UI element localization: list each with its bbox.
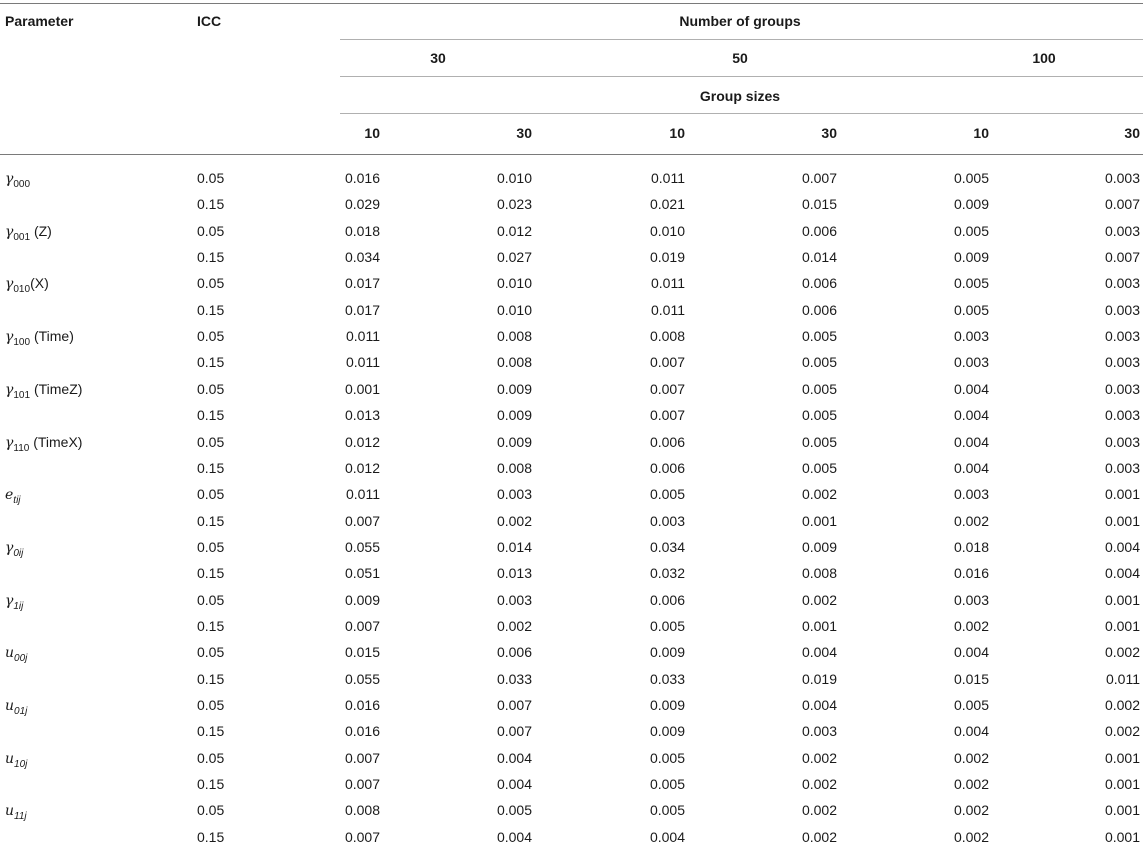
table-cell: 0.018 bbox=[344, 222, 380, 239]
table-cell: 0.016 bbox=[344, 723, 380, 740]
table-cell: 0.004 bbox=[496, 828, 532, 845]
table-cell: 0.009 bbox=[649, 644, 685, 661]
icc-value: 0.05 bbox=[197, 328, 225, 345]
table-cell: 0.015 bbox=[344, 644, 380, 661]
parameter-subscript: 00j bbox=[14, 653, 28, 665]
table-cell: 0.006 bbox=[801, 222, 837, 239]
table-cell: 0.010 bbox=[496, 275, 532, 292]
table-cell: 0.011 bbox=[1106, 670, 1140, 687]
table-cell: 0.012 bbox=[496, 222, 532, 239]
table-cell: 0.003 bbox=[1104, 275, 1140, 292]
table-cell: 0.007 bbox=[1104, 249, 1140, 266]
table-cell: 0.008 bbox=[496, 328, 532, 345]
table-cell: 0.021 bbox=[649, 196, 685, 213]
table-cell: 0.055 bbox=[344, 538, 380, 555]
table-cell: 0.016 bbox=[953, 565, 989, 582]
table-cell: 0.006 bbox=[649, 433, 685, 450]
table-cell: 0.004 bbox=[953, 407, 989, 424]
table-cell: 0.004 bbox=[953, 380, 989, 397]
table-cell: 0.005 bbox=[953, 275, 989, 292]
table-cell: 0.016 bbox=[344, 170, 380, 186]
table-cell: 0.001 bbox=[1104, 828, 1140, 845]
header-size-col: 30 bbox=[821, 125, 837, 141]
table-cell: 0.004 bbox=[953, 459, 989, 476]
parameter-subscript: tij bbox=[13, 495, 21, 507]
table-cell: 0.007 bbox=[496, 723, 532, 740]
icc-value: 0.05 bbox=[197, 170, 225, 186]
table-cell: 0.001 bbox=[1104, 802, 1140, 819]
parameter-symbol: γ bbox=[5, 276, 14, 293]
header-group-sizes: Group sizes bbox=[699, 88, 781, 104]
table-cell: 0.011 bbox=[346, 354, 380, 371]
group-count-rule bbox=[340, 76, 1143, 77]
parameter-subscript: 10j bbox=[14, 758, 28, 770]
parameter-symbol: u bbox=[5, 750, 15, 767]
parameter-symbol: u bbox=[5, 803, 15, 820]
parameter-symbol: γ bbox=[5, 329, 14, 346]
parameter-suffix: (TimeX) bbox=[29, 433, 83, 450]
table-cell: 0.029 bbox=[344, 196, 380, 213]
table-cell: 0.005 bbox=[801, 407, 837, 424]
table-cell: 0.004 bbox=[953, 644, 989, 661]
table-cell: 0.001 bbox=[1104, 591, 1140, 608]
table-cell: 0.004 bbox=[801, 697, 837, 713]
parameter-label bbox=[5, 274, 49, 299]
table-cell: 0.007 bbox=[649, 380, 685, 397]
table-cell: 0.003 bbox=[1104, 407, 1140, 424]
table-cell: 0.011 bbox=[346, 328, 380, 345]
parameter-symbol: γ bbox=[5, 592, 14, 609]
table-cell: 0.009 bbox=[649, 723, 685, 740]
parameter-suffix: (TimeZ) bbox=[30, 380, 83, 397]
table-cell: 0.005 bbox=[953, 222, 989, 239]
table-cell: 0.007 bbox=[344, 776, 380, 793]
table-cell: 0.016 bbox=[344, 697, 380, 713]
parameter-subscript: 001 bbox=[13, 231, 31, 243]
table-cell: 0.017 bbox=[344, 301, 380, 318]
parameter-symbol: e bbox=[5, 487, 14, 504]
table-cell: 0.034 bbox=[344, 249, 380, 266]
icc-value: 0.05 bbox=[197, 749, 225, 766]
parameter-label bbox=[5, 801, 27, 826]
parameter-label bbox=[5, 643, 27, 668]
table-cell: 0.009 bbox=[344, 591, 380, 608]
parameter-subscript: 000 bbox=[13, 179, 31, 190]
parameter-label bbox=[5, 169, 30, 194]
table-cell: 0.007 bbox=[649, 407, 685, 424]
table-cell: 0.033 bbox=[496, 670, 532, 687]
header-size-col: 10 bbox=[364, 125, 380, 141]
table-cell: 0.001 bbox=[1104, 512, 1140, 529]
table-cell: 0.002 bbox=[801, 828, 837, 845]
table-cell: 0.007 bbox=[801, 170, 837, 186]
icc-value: 0.05 bbox=[197, 538, 225, 555]
table-cell: 0.002 bbox=[953, 617, 989, 634]
table-cell: 0.011 bbox=[346, 486, 380, 503]
icc-value: 0.15 bbox=[197, 617, 225, 634]
table-cell: 0.008 bbox=[496, 459, 532, 476]
table-cell: 0.001 bbox=[801, 512, 837, 529]
table-cell: 0.002 bbox=[953, 776, 989, 793]
table-cell: 0.009 bbox=[953, 249, 989, 266]
table-cell: 0.004 bbox=[953, 433, 989, 450]
table-cell: 0.034 bbox=[649, 538, 685, 555]
table-cell: 0.003 bbox=[1104, 354, 1140, 371]
table-cell: 0.005 bbox=[801, 354, 837, 371]
table-cell: 0.002 bbox=[1104, 644, 1140, 661]
table-cell: 0.005 bbox=[496, 802, 532, 819]
icc-value: 0.15 bbox=[197, 723, 225, 740]
table-cell: 0.009 bbox=[496, 407, 532, 424]
parameter-symbol: u bbox=[5, 645, 15, 662]
icc-value: 0.05 bbox=[197, 486, 225, 503]
parameter-label bbox=[5, 485, 21, 510]
table-cell: 0.011 bbox=[651, 170, 685, 186]
table-cell: 0.005 bbox=[953, 301, 989, 318]
table-cell: 0.005 bbox=[649, 749, 685, 766]
parameter-symbol: γ bbox=[5, 381, 14, 398]
table-cell: 0.017 bbox=[344, 275, 380, 292]
icc-value: 0.15 bbox=[197, 565, 225, 582]
table-cell: 0.008 bbox=[344, 802, 380, 819]
parameter-subscript: 101 bbox=[13, 389, 31, 401]
table-cell: 0.005 bbox=[801, 328, 837, 345]
table-cell: 0.002 bbox=[801, 776, 837, 793]
header-bottom-rule bbox=[0, 154, 1143, 155]
parameter-label bbox=[5, 380, 82, 405]
table-cell: 0.002 bbox=[801, 802, 837, 819]
table-cell: 0.004 bbox=[1104, 565, 1140, 582]
table-cell: 0.002 bbox=[1104, 723, 1140, 740]
parameter-symbol: γ bbox=[5, 434, 14, 451]
table-cell: 0.003 bbox=[953, 486, 989, 503]
table-cell: 0.007 bbox=[344, 828, 380, 845]
parameter-label bbox=[5, 222, 52, 247]
table-cell: 0.009 bbox=[649, 697, 685, 713]
table-cell: 0.012 bbox=[344, 433, 380, 450]
table-cell: 0.006 bbox=[649, 459, 685, 476]
table-cell: 0.019 bbox=[649, 249, 685, 266]
icc-value: 0.15 bbox=[197, 249, 225, 266]
parameter-suffix: (X) bbox=[30, 275, 49, 292]
table-cell: 0.002 bbox=[801, 749, 837, 766]
table-cell: 0.002 bbox=[801, 591, 837, 608]
parameter-label bbox=[5, 538, 23, 563]
parameter-symbol: γ bbox=[5, 171, 14, 187]
table-top-rule bbox=[0, 3, 1143, 4]
icc-value: 0.05 bbox=[197, 802, 225, 819]
icc-value: 0.15 bbox=[197, 776, 225, 793]
parameter-symbol: γ bbox=[5, 539, 14, 556]
table-cell: 0.003 bbox=[496, 591, 532, 608]
parameter-label bbox=[5, 433, 82, 458]
table-cell: 0.008 bbox=[801, 565, 837, 582]
table-cell: 0.005 bbox=[953, 170, 989, 186]
header-size-col: 30 bbox=[516, 125, 532, 141]
table-cell: 0.005 bbox=[649, 776, 685, 793]
table-cell: 0.003 bbox=[1104, 170, 1140, 186]
icc-value: 0.05 bbox=[197, 644, 225, 661]
icc-value: 0.05 bbox=[197, 591, 225, 608]
table-cell: 0.003 bbox=[953, 328, 989, 345]
header-parameter: Parameter bbox=[5, 13, 74, 29]
table-cell: 0.015 bbox=[953, 670, 989, 687]
header-group-count-30: 30 bbox=[430, 50, 446, 66]
parameter-subscript: 100 bbox=[13, 337, 31, 349]
table-cell: 0.006 bbox=[801, 275, 837, 292]
icc-value: 0.05 bbox=[197, 697, 225, 713]
table-cell: 0.006 bbox=[496, 644, 532, 661]
table-cell: 0.006 bbox=[801, 301, 837, 318]
table-cell: 0.012 bbox=[344, 459, 380, 476]
table-cell: 0.003 bbox=[801, 723, 837, 740]
table-cell: 0.001 bbox=[1104, 749, 1140, 766]
table-cell: 0.007 bbox=[649, 354, 685, 371]
icc-value: 0.15 bbox=[197, 512, 225, 529]
icc-value: 0.15 bbox=[197, 407, 225, 424]
table-cell: 0.007 bbox=[1104, 196, 1140, 213]
table-cell: 0.002 bbox=[496, 617, 532, 634]
icc-value: 0.05 bbox=[197, 433, 225, 450]
group-sizes-rule bbox=[340, 113, 1143, 114]
parameter-label bbox=[5, 696, 27, 721]
parameter-subscript: 0ij bbox=[13, 547, 24, 559]
table-cell: 0.004 bbox=[496, 749, 532, 766]
table-cell: 0.005 bbox=[649, 486, 685, 503]
header-group-count-100: 100 bbox=[1032, 50, 1056, 66]
table-cell: 0.003 bbox=[1104, 433, 1140, 450]
table-cell: 0.002 bbox=[953, 828, 989, 845]
table-cell: 0.027 bbox=[496, 249, 532, 266]
table-cell: 0.007 bbox=[344, 749, 380, 766]
icc-value: 0.05 bbox=[197, 222, 225, 239]
parameter-label bbox=[5, 591, 23, 616]
table-cell: 0.019 bbox=[801, 670, 837, 687]
table-cell: 0.010 bbox=[496, 170, 532, 186]
table-cell: 0.007 bbox=[344, 617, 380, 634]
header-size-col: 10 bbox=[669, 125, 685, 141]
header-group-count-50: 50 bbox=[732, 50, 748, 66]
table-cell: 0.018 bbox=[953, 538, 989, 555]
icc-value: 0.15 bbox=[197, 301, 225, 318]
icc-value: 0.05 bbox=[197, 380, 225, 397]
table-cell: 0.007 bbox=[344, 512, 380, 529]
parameter-label bbox=[5, 749, 27, 774]
table-cell: 0.003 bbox=[1104, 222, 1140, 239]
parameter-suffix: (Z) bbox=[30, 222, 52, 239]
table-cell: 0.002 bbox=[801, 486, 837, 503]
table-cell: 0.011 bbox=[651, 301, 685, 318]
table-cell: 0.004 bbox=[496, 776, 532, 793]
table-cell: 0.001 bbox=[1104, 486, 1140, 503]
table-cell: 0.005 bbox=[649, 802, 685, 819]
table-cell: 0.010 bbox=[496, 301, 532, 318]
table-cell: 0.003 bbox=[1104, 301, 1140, 318]
table-cell: 0.002 bbox=[953, 749, 989, 766]
parameter-symbol: γ bbox=[5, 223, 14, 240]
table-cell: 0.003 bbox=[1104, 328, 1140, 345]
table-cell: 0.014 bbox=[801, 249, 837, 266]
table-cell: 0.005 bbox=[801, 433, 837, 450]
table-cell: 0.005 bbox=[649, 617, 685, 634]
table-cell: 0.003 bbox=[953, 354, 989, 371]
icc-value: 0.15 bbox=[197, 459, 225, 476]
table-cell: 0.032 bbox=[649, 565, 685, 582]
table-cell: 0.013 bbox=[344, 407, 380, 424]
number-of-groups-rule bbox=[340, 39, 1143, 40]
table-cell: 0.015 bbox=[801, 196, 837, 213]
table-cell: 0.001 bbox=[344, 380, 380, 397]
table-cell: 0.003 bbox=[649, 512, 685, 529]
table-cell: 0.010 bbox=[649, 222, 685, 239]
parameter-suffix: (Time) bbox=[30, 328, 74, 345]
table-cell: 0.003 bbox=[1104, 380, 1140, 397]
table-cell: 0.001 bbox=[801, 617, 837, 634]
parameter-subscript: 01j bbox=[14, 706, 28, 717]
table-cell: 0.003 bbox=[1104, 459, 1140, 476]
table-cell: 0.008 bbox=[649, 328, 685, 345]
table-cell: 0.005 bbox=[953, 697, 989, 713]
table-cell: 0.002 bbox=[1104, 697, 1140, 713]
table-cell: 0.007 bbox=[496, 697, 532, 713]
table-cell: 0.033 bbox=[649, 670, 685, 687]
parameter-subscript: 1ij bbox=[13, 600, 24, 612]
table-cell: 0.006 bbox=[649, 591, 685, 608]
parameter-subscript: 110 bbox=[13, 442, 30, 454]
parameter-subscript: 11j bbox=[14, 811, 27, 823]
icc-value: 0.15 bbox=[197, 828, 225, 845]
table-cell: 0.009 bbox=[496, 380, 532, 397]
header-number-of-groups: Number of groups bbox=[679, 13, 801, 29]
table-cell: 0.004 bbox=[1104, 538, 1140, 555]
parameter-subscript: 010 bbox=[13, 284, 31, 296]
table-cell: 0.051 bbox=[344, 565, 380, 582]
table-cell: 0.014 bbox=[496, 538, 532, 555]
table-cell: 0.055 bbox=[344, 670, 380, 687]
table-cell: 0.004 bbox=[953, 723, 989, 740]
table-cell: 0.009 bbox=[953, 196, 989, 213]
icc-value: 0.15 bbox=[197, 670, 225, 687]
header-size-col: 30 bbox=[1124, 125, 1140, 141]
table-cell: 0.004 bbox=[649, 828, 685, 845]
parameter-label bbox=[5, 327, 74, 352]
table-cell: 0.002 bbox=[953, 512, 989, 529]
table-cell: 0.008 bbox=[496, 354, 532, 371]
table-cell: 0.009 bbox=[496, 433, 532, 450]
header-icc: ICC bbox=[197, 13, 222, 29]
icc-value: 0.15 bbox=[197, 196, 225, 213]
table-cell: 0.003 bbox=[953, 591, 989, 608]
table-cell: 0.009 bbox=[801, 538, 837, 555]
icc-value: 0.05 bbox=[197, 275, 225, 292]
table-cell: 0.001 bbox=[1104, 776, 1140, 793]
table-cell: 0.005 bbox=[801, 380, 837, 397]
table-cell: 0.004 bbox=[801, 644, 837, 661]
parameter-symbol: u bbox=[5, 698, 15, 714]
table-cell: 0.002 bbox=[496, 512, 532, 529]
table-cell: 0.013 bbox=[496, 565, 532, 582]
header-size-col: 10 bbox=[973, 125, 989, 141]
table-cell: 0.001 bbox=[1104, 617, 1140, 634]
table-cell: 0.005 bbox=[801, 459, 837, 476]
icc-value: 0.15 bbox=[197, 354, 225, 371]
table-cell: 0.023 bbox=[496, 196, 532, 213]
table-cell: 0.002 bbox=[953, 802, 989, 819]
table-cell: 0.003 bbox=[496, 486, 532, 503]
table-cell: 0.011 bbox=[651, 275, 685, 292]
